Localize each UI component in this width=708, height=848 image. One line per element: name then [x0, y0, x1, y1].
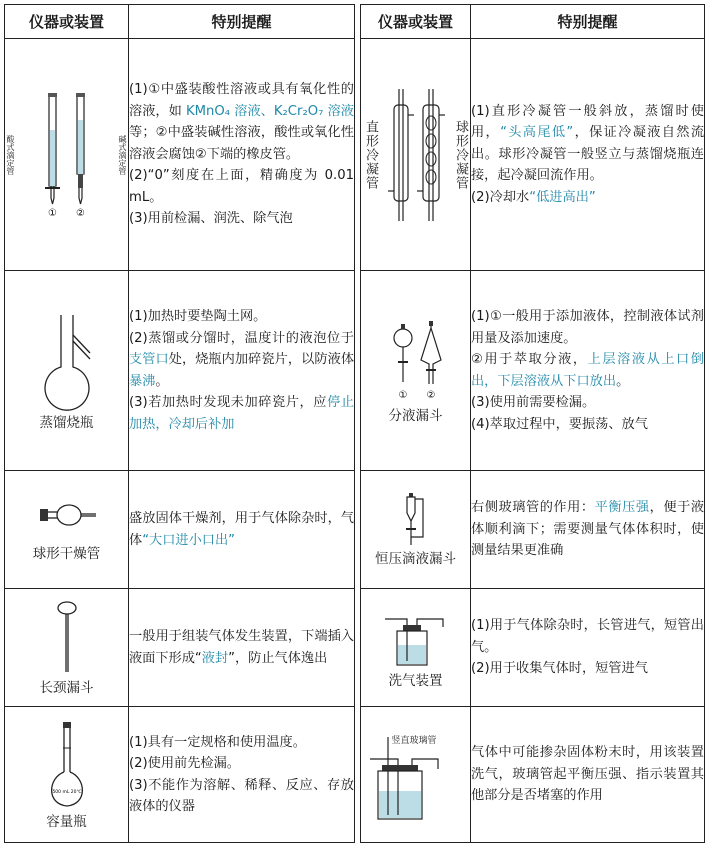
cell-vtube-note [471, 707, 705, 843]
cell-wash-note [471, 589, 705, 707]
base-burette-label: 碱式滴定管 [118, 134, 127, 175]
sep-funnel-icon [381, 318, 451, 404]
row-condenser [361, 39, 705, 271]
sep-mark-2: ② [426, 389, 435, 401]
sep-note-1: (1)①一般用于添加液体，控制液体试剂用量及添加速度。 [471, 309, 704, 346]
burette-mark-2: ② [75, 207, 85, 219]
drying-tube-name: 球形干燥管 [32, 545, 101, 562]
volflask-note-1: (1)具有一定规格和使用温度。 [129, 734, 306, 750]
distill-flask-name: 蒸馏烧瓶 [39, 414, 94, 431]
burette-mark-1: ① [47, 207, 57, 219]
const-funnel-icon [391, 491, 441, 549]
left-table [4, 4, 355, 843]
right-table [360, 4, 705, 843]
row-wash-bottle [361, 589, 705, 707]
left-header-instrument: 仪器或装置 [5, 5, 129, 39]
burette-note-3: (3)用前检漏、润洗、除气泡 [129, 211, 293, 227]
drying-tube-icon [32, 498, 102, 532]
volflask-note-3: (3)不能作为溶解、稀释、反应、存放液体的仪器 [129, 777, 354, 814]
sep-funnel-name: 分液漏斗 [388, 407, 443, 424]
const-funnel-name: 恒压滴液漏斗 [375, 550, 456, 567]
cell-volflask-figure [5, 707, 129, 843]
burette-figure [37, 90, 97, 220]
condenser-icon [386, 85, 446, 225]
cell-wash-figure [361, 589, 471, 707]
cell-funnel-note [129, 589, 355, 707]
right-header-instrument: 仪器或装置 [361, 5, 471, 39]
row-burette [5, 39, 355, 271]
cell-sep-note [471, 271, 705, 471]
vertical-tube-label: 竖直玻璃管 [391, 735, 437, 746]
sep-note-3: (4)萃取过程中，要振荡、放气 [471, 416, 648, 432]
cell-condenser-note [471, 39, 705, 271]
bulb-condenser-label: 球形冷凝管 [453, 119, 468, 190]
row-long-funnel [5, 589, 355, 707]
vol-flask-name: 容量瓶 [46, 813, 87, 830]
row-vertical-tube [361, 707, 705, 843]
cell-const-figure [361, 471, 471, 589]
burette-note-2: (2)“0”刻度在上面，精确度为 0.01 mL。 [129, 168, 354, 205]
funnel-note: 一般用于组装气体发生装置，下端插入液面下形成“液封”，防止气体逸出 [129, 629, 354, 666]
wash-note-2: (2)用于收集气体时，短管进气 [471, 661, 648, 677]
row-drying-tube [5, 471, 355, 589]
distill-note-3: (3)若加热时发现未加碎瓷片，应停止加热，冷却后补加 [129, 395, 355, 432]
cell-const-note [471, 471, 705, 589]
distill-note-2: (2)蒸馏或分馏时，温度计的液泡位于支管口处，烧瓶内加碎瓷片，以防液体暴沸。 [129, 330, 355, 389]
burette-note-1: (1)①中盛装酸性溶液或具有氧化性的溶液，如 KMnO₄ 溶液、K₂Cr₂O₇ 溶液 等；②中盛装碱性溶液，酸性或氧化性溶液会腐蚀②下端的橡皮管。 [129, 82, 354, 162]
cell-distill-note [129, 271, 355, 471]
row-const-funnel [361, 471, 705, 589]
cell-burette-figure [5, 39, 129, 271]
cell-condenser-figure [361, 39, 471, 271]
const-note: 右侧玻璃管的作用：平衡压强，便于液体顺利滴下；需要测量气体体积时，使测量结果更准确 [471, 500, 705, 559]
vol-flask-icon [42, 720, 92, 810]
cell-drying-note [129, 471, 355, 589]
cell-volflask-note [129, 707, 355, 843]
long-funnel-icon [47, 600, 87, 676]
condenser-note-1: (1)直形冷凝管一般斜放，蒸馏时使用，“头高尾低”，保证冷凝液自然流出。球形冷凝管一般竖立与蒸馏烧瓶连接，起冷凝回流作用。 [471, 103, 705, 184]
right-header-note: 特别提醒 [471, 5, 705, 39]
straight-condenser-label: 直形冷凝管 [363, 119, 378, 190]
long-funnel-name: 长颈漏斗 [39, 679, 94, 696]
cell-funnel-figure [5, 589, 129, 707]
wash-bottle-icon [381, 607, 451, 669]
cell-drying-figure [5, 471, 129, 589]
cell-distill-figure [5, 271, 129, 471]
left-header-note: 特别提醒 [129, 5, 355, 39]
row-distill-flask [5, 271, 355, 471]
wash-bottle-name: 洗气装置 [388, 672, 443, 689]
sep-note-2: (3)使用前需要检漏。 [471, 395, 596, 410]
left-header-row [5, 5, 355, 39]
wash-note-1: (1)用于气体除杂时，长管进气，短管出气。 [471, 618, 704, 655]
cell-vtube-figure [361, 707, 471, 843]
sep-mark-1: ① [398, 389, 407, 401]
cell-sep-figure [361, 271, 471, 471]
vtube-note: 气体中可能掺杂固体粉末时，用该装置洗气，玻璃管起平衡压强、指示装置其他部分是否堵塞的作用 [471, 745, 704, 804]
distill-note-1: (1)加热时要垫陶土网。 [129, 309, 267, 324]
row-sep-funnel [361, 271, 705, 471]
sep-note-1b: ②用于萃取分液，上层溶液从上口倒出，下层溶液从下口放出。 [471, 352, 704, 389]
drying-note: 盛放固体干燥剂，用于气体除杂时，气体“大口进小口出” [129, 511, 354, 548]
volflask-note-2: (2)使用前先检漏。 [129, 756, 240, 771]
row-vol-flask [5, 707, 355, 843]
vol-flask-label: 500 mL 20℃ [51, 789, 82, 795]
distill-flask-icon [32, 311, 102, 411]
condenser-note-2: (2)冷却水“低进高出” [471, 189, 596, 205]
right-header-row [361, 5, 705, 39]
acid-burette-label: 酸式滴定管 [6, 134, 15, 175]
cell-burette-note [129, 39, 355, 271]
